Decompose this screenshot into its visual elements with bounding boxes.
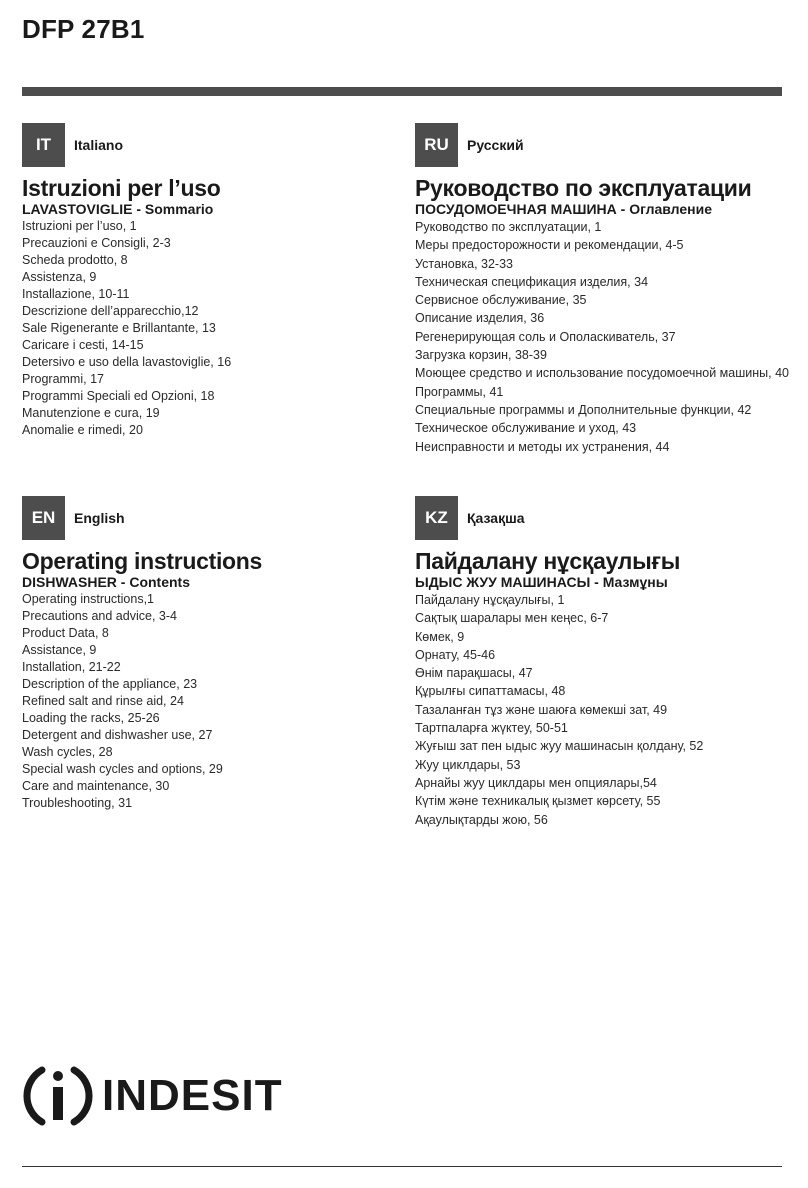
toc-item: Орнату, 45-46 [415, 647, 496, 662]
section-subtitle: DISHWASHER - Contents [22, 574, 190, 590]
toc-item: Жуғыш зат пен ыдыс жуу машинасын қолдану, 52 [415, 739, 704, 754]
section-title: Руководство по эксплуатации [415, 175, 752, 201]
section-english [22, 496, 412, 812]
toc-item: Operating instructions,1 [22, 592, 155, 606]
toc-item: Тартпаларға жүктеу, 50-51 [415, 721, 568, 736]
language-code-badge: IT [22, 123, 65, 167]
table-of-contents [22, 591, 412, 812]
toc-item: Загрузка корзин, 38-39 [415, 348, 547, 363]
toc-item: Описание изделия, 36 [415, 311, 545, 326]
toc-item: Anomalie e rimedi, 20 [22, 423, 143, 437]
toc-item: Сервисное обслуживание, 35 [415, 293, 587, 308]
language-name: Русский [467, 137, 524, 153]
toc-item: Care and maintenance, 30 [22, 779, 170, 793]
section-subtitle: ПОСУДОМОЕЧНАЯ МАШИНА - Оглавление [415, 201, 713, 217]
toc-item: Wash cycles, 28 [22, 745, 113, 759]
indesit-logo-icon [22, 1060, 94, 1132]
indesit-logo [22, 1060, 283, 1132]
language-header [415, 496, 805, 540]
toc-item: Ақаулықтарды жою, 56 [415, 812, 548, 827]
toc-item: Assistance, 9 [22, 643, 97, 657]
toc-item: Description of the appliance, 23 [22, 677, 198, 691]
top-divider-bar [22, 87, 782, 96]
toc-item: Тазаланған тұз және шаюға көмекші зат, 49 [415, 702, 668, 717]
language-header [415, 123, 805, 167]
language-code-badge: KZ [415, 496, 458, 540]
toc-item: Арнайы жуу циклдары мен опциялары,54 [415, 775, 657, 790]
toc-item: Manutenzione e cura, 19 [22, 406, 160, 420]
toc-item: Special wash cycles and options, 29 [22, 762, 223, 776]
toc-item: Пайдалану нұсқаулығы, 1 [415, 593, 565, 607]
language-code-badge: RU [415, 123, 458, 167]
language-name: English [74, 510, 125, 526]
section-subtitle: LAVASTOVIGLIE - Sommario [22, 201, 214, 217]
toc-item: Құрылғы сипаттамасы, 48 [415, 684, 566, 699]
toc-item: Күтім және техникалық қызмет көрсету, 55 [415, 794, 661, 809]
section-russian [415, 123, 805, 456]
toc-item: Caricare i cesti, 14-15 [22, 338, 144, 352]
toc-item: Жуу циклдары, 53 [415, 757, 521, 772]
toc-item: Loading the racks, 25-26 [22, 711, 160, 725]
toc-item: Меры предосторожности и рекомендации, 4-5 [415, 238, 684, 253]
section-italian [22, 123, 412, 439]
language-name: Қазақша [467, 510, 525, 526]
toc-item: Refined salt and rinse aid, 24 [22, 694, 184, 708]
section-subtitle: ЫДЫС ЖУУ МАШИНАСЫ - Мазмұны [415, 574, 668, 590]
table-of-contents [22, 218, 412, 439]
toc-item: Istruzioni per l’uso, 1 [22, 219, 137, 233]
toc-item: Неисправности и методы их устранения, 44 [415, 439, 670, 454]
toc-item: Регенерирующая соль и Ополаскиватель, 37 [415, 329, 676, 344]
toc-item: Техническая спецификация изделия, 34 [415, 274, 649, 289]
toc-item: Руководство по эксплуатации, 1 [415, 220, 602, 234]
section-kazakh [415, 496, 805, 829]
table-of-contents [415, 591, 805, 829]
toc-item: Специальные программы и Дополнительные функции, 42 [415, 402, 752, 417]
toc-item: Көмек, 9 [415, 629, 465, 644]
toc-item: Scheda prodotto, 8 [22, 253, 128, 267]
toc-item: Programmi, 17 [22, 372, 104, 386]
bottom-divider-line [22, 1166, 782, 1167]
toc-item: Installazione, 10-11 [22, 287, 130, 301]
toc-item: Installation, 21-22 [22, 660, 121, 674]
toc-item: Precauzioni e Consigli, 2-3 [22, 236, 171, 250]
toc-item: Сақтық шаралары мен кеңес, 6-7 [415, 611, 609, 626]
language-code-badge: EN [22, 496, 65, 540]
language-name: Italiano [74, 137, 124, 153]
language-header [22, 123, 412, 167]
toc-item: Troubleshooting, 31 [22, 796, 133, 810]
toc-item: Установка, 32-33 [415, 256, 513, 271]
toc-item: Моющее средство и использование посудомоечной машины, 40 [415, 366, 789, 381]
toc-item: Precautions and advice, 3-4 [22, 609, 177, 623]
section-title: Пайдалану нұсқаулығы [415, 548, 681, 574]
brand-wordmark: INDESIT [102, 1071, 283, 1120]
toc-item: Программы, 41 [415, 384, 504, 399]
toc-item: Descrizione dell’apparecchio,12 [22, 304, 199, 318]
section-title: Istruzioni per l’uso [22, 175, 221, 201]
toc-item: Sale Rigenerante e Brillantante, 13 [22, 321, 216, 335]
toc-item: Detersivo e uso della lavastoviglie, 16 [22, 355, 232, 369]
model-title: DFP 27B1 [22, 14, 145, 44]
language-header [22, 496, 412, 540]
toc-item: Programmi Speciali ed Opzioni, 18 [22, 389, 215, 403]
table-of-contents [415, 218, 805, 456]
toc-item: Detergent and dishwasher use, 27 [22, 728, 213, 742]
toc-item: Өнім парақшасы, 47 [415, 666, 533, 681]
toc-item: Product Data, 8 [22, 626, 109, 640]
toc-item: Техническое обслуживание и уход, 43 [415, 421, 637, 436]
section-title: Operating instructions [22, 548, 263, 574]
toc-item: Assistenza, 9 [22, 270, 97, 284]
